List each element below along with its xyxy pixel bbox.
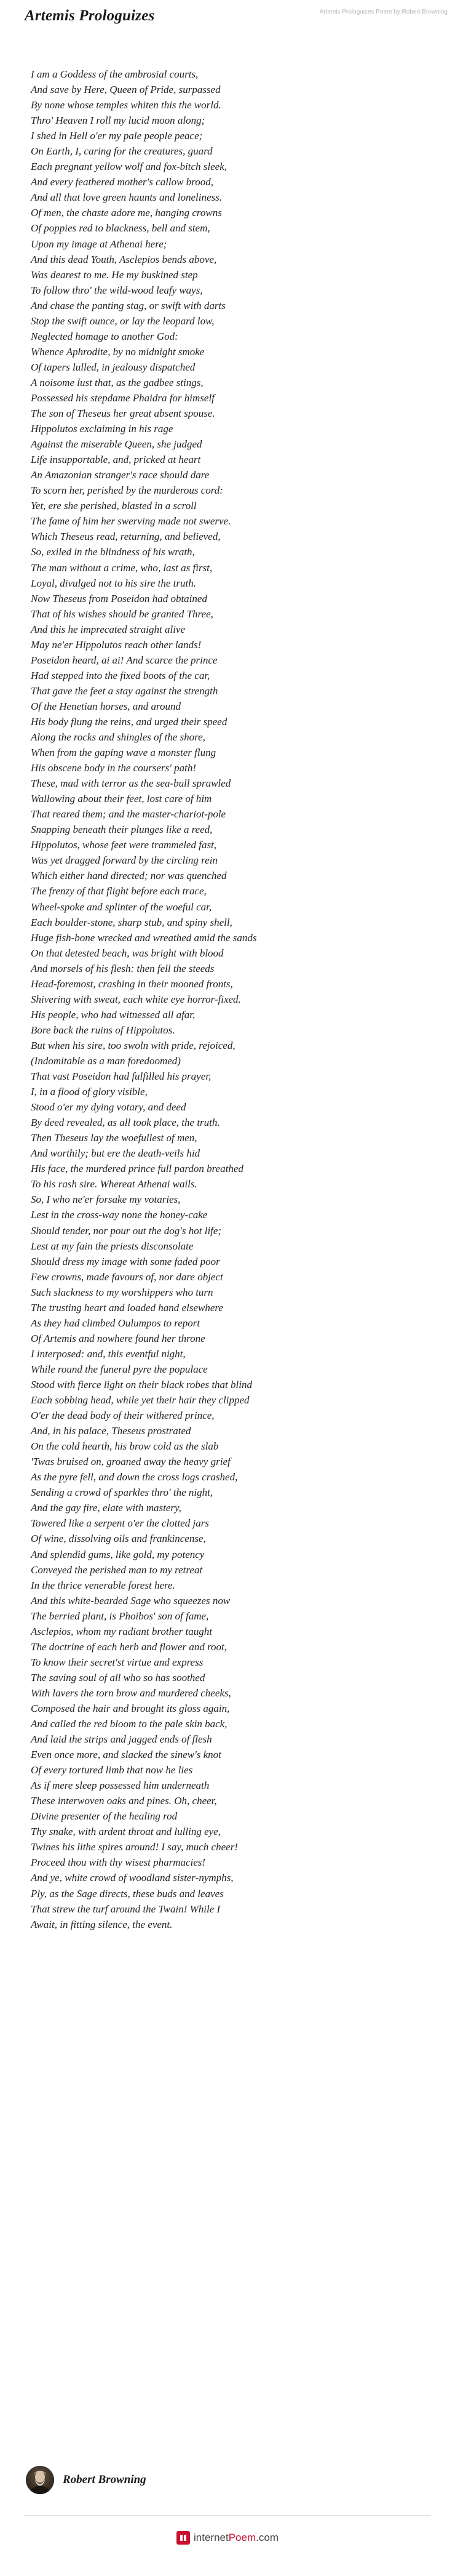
- poem-line: Along the rocks and shingles of the shore,: [31, 731, 205, 744]
- poem-line: Lest at my fain the priests disconsolate: [31, 1240, 194, 1252]
- poem-line: I interposed: and, this eventful night,: [31, 1347, 186, 1360]
- poem-line: Of wine, dissolving oils and frankincense,: [31, 1533, 206, 1545]
- poem-line: Which Theseus read, returning, and believed,: [31, 531, 221, 543]
- poem-line: Proceed thou with thy wisest pharmacies!: [31, 1856, 206, 1869]
- poem-line: Divine presenter of the healing rod: [31, 1810, 178, 1823]
- poem-line: Wheel-spoke and splinter of the woeful car,: [31, 901, 212, 913]
- poem-title: Artemis Prologuizes: [25, 7, 155, 24]
- poem-body: [31, 66, 437, 1932]
- poem-line: With lavers the torn brow and murdered cheeks,: [31, 1687, 231, 1699]
- poem-line: The saving soul of all who so has soothed: [31, 1671, 205, 1683]
- poem-line: Was yet dragged forward by the circling rein: [31, 854, 218, 867]
- poem-line: His people, who had witnessed all afar,: [31, 1008, 196, 1021]
- poem-line: Neglected homage to another God:: [31, 330, 178, 342]
- poem-line: As they had climbed Oulumpos to report: [31, 1317, 200, 1329]
- poem-line: His obscene body in the coursers' path!: [31, 762, 196, 774]
- poem-line: That strew the turf around the Twain! While I: [31, 1903, 221, 1915]
- poem-line: Stood with fierce light on their black robes that blind: [31, 1378, 252, 1390]
- poem-line: Was dearest to me. He my buskined step: [31, 268, 198, 281]
- poem-line: Stop the swift ounce, or lay the leopard low,: [31, 315, 215, 327]
- poem-line: Should tender, nor pour out the dog's hot life;: [31, 1224, 222, 1237]
- poem-line: Asclepios, whom my radiant brother taught: [31, 1625, 212, 1637]
- poem-line: When from the gaping wave a monster flung: [31, 747, 216, 759]
- poem-line: By none whose temples whiten this the world.: [31, 99, 221, 111]
- poem-line: A noisome lust that, as the gadbee stings,: [31, 376, 204, 388]
- poem-line: Thy snake, with ardent throat and lulling eye,: [31, 1826, 221, 1838]
- poem-line: Hippolutos exclaiming in his rage: [31, 423, 173, 435]
- poem-line: And save by Here, Queen of Pride, surpassed: [31, 84, 221, 96]
- poem-line: I, in a flood of glory visible,: [31, 1086, 148, 1098]
- poem-line: Then Theseus lay the woefullest of men,: [31, 1132, 197, 1144]
- poem-line: Such slackness to my worshippers who turn: [31, 1286, 213, 1298]
- poem-line: Sending a crowd of sparkles thro' the night,: [31, 1487, 213, 1499]
- poem-line: To scorn her, perished by the murderous cord:: [31, 484, 223, 497]
- poem-line: And chase the panting stag, or swift with darts: [31, 299, 226, 311]
- author-block[interactable]: [26, 2465, 146, 2495]
- poem-line: Should dress my image with some faded poor: [31, 1255, 220, 1267]
- poem-line: Each sobbing head, while yet their hair they clipped: [31, 1394, 250, 1406]
- poem-line: And, in his palace, Theseus prostrated: [31, 1425, 191, 1437]
- poem-line: Stood o'er my dying votary, and deed: [31, 1101, 186, 1113]
- poem-line: And laid the strips and jagged ends of flesh: [31, 1733, 212, 1746]
- poem-line: Loyal, divulged not to his sire the truth.: [31, 577, 196, 589]
- poem-line: (Indomitable as a man foredoomed): [31, 1055, 181, 1067]
- poem-line: These, mad with terror as the sea-bull sprawled: [31, 777, 231, 790]
- poem-line: But when his sire, too swoln with pride, rejoiced,: [31, 1039, 235, 1051]
- poem-line: Huge fish-bone wrecked and wreathed amid the sands: [31, 931, 257, 944]
- poem-line: And morsels of his flesh: then fell the steeds: [31, 962, 215, 974]
- poem-line: As if mere sleep possessed him underneath: [31, 1780, 210, 1792]
- poem-line: The son of Theseus her great absent spouse.: [31, 407, 215, 420]
- poem-line: Snapping beneath their plunges like a reed,: [31, 824, 213, 836]
- poem-line: Upon my image at Athenai here;: [31, 238, 167, 250]
- brand-prefix: internet: [194, 2532, 229, 2543]
- poem-line: Composed the hair and brought its gloss again,: [31, 1702, 230, 1714]
- poem-line: The doctrine of each herb and flower and root,: [31, 1640, 228, 1653]
- poem-line: Each pregnant yellow wolf and fox-bitch sleek,: [31, 161, 227, 173]
- poem-line: Shivering with sweat, each white eye horror-fixed.: [31, 993, 241, 1005]
- poem-line: On that detested beach, was bright with blood: [31, 947, 224, 959]
- poem-line: Bore back the ruins of Hippolutos.: [31, 1024, 175, 1036]
- poem-line: Yet, ere she perished, blasted in a scroll: [31, 500, 197, 512]
- poem-line: Of the Henetian horses, and around: [31, 700, 181, 712]
- poem-line: Now Theseus from Poseidon had obtained: [31, 592, 207, 604]
- poem-line: The berried plant, is Phoibos' son of fame,: [31, 1610, 209, 1622]
- poem-line: May ne'er Hippolutos reach other lands!: [31, 638, 202, 651]
- poem-line: The trusting heart and loaded hand elsewhere: [31, 1301, 223, 1314]
- brand-accent: Poem: [228, 2532, 256, 2543]
- poem-line: These interwoven oaks and pines. Oh, cheer,: [31, 1795, 217, 1807]
- site-brand[interactable]: [0, 2531, 455, 2545]
- poem-line: That reared them; and the master-chariot-pole: [31, 808, 226, 821]
- poem-line: And all that love green haunts and loneliness.: [31, 191, 222, 204]
- poem-line: Twines his lithe spires around! I say, much cheer!: [31, 1841, 238, 1853]
- poem-line: And every feathered mother's callow brood,: [31, 176, 213, 188]
- poem-line: To his rash sire. Whereat Athenai wails.: [31, 1178, 197, 1190]
- poem-line: And splendid gums, like gold, my potency: [31, 1548, 205, 1560]
- poem-line: I shed in Hell o'er my pale people peace;: [31, 130, 203, 142]
- poem-line: And this he imprecated straight alive: [31, 623, 186, 635]
- poem-line: Ply, as the Sage directs, these buds and leaves: [31, 1887, 224, 1900]
- poem-line: Of men, the chaste adore me, hanging crowns: [31, 207, 222, 219]
- poem-line: Life insupportable, and, pricked at heart: [31, 454, 201, 466]
- poem-line: Lest in the cross-way none the honey-cake: [31, 1209, 208, 1221]
- author-avatar[interactable]: [26, 2466, 54, 2494]
- poem-line: As the pyre fell, and down the cross logs crashed,: [31, 1471, 238, 1483]
- poem-line: And called the red bloom to the pale skin back,: [31, 1718, 228, 1730]
- poem-line: By deed revealed, as all took place, the truth.: [31, 1117, 220, 1129]
- poem-line: On Earth, I, caring for the creatures, guard: [31, 145, 213, 158]
- poem-line: So, exiled in the blindness of his wrath,: [31, 546, 195, 558]
- poem-line: Each boulder-stone, sharp stub, and spiny shell,: [31, 916, 232, 928]
- poem-line: And the gay fire, elate with mastery,: [31, 1502, 181, 1514]
- poem-line: That of his wishes should be granted Three,: [31, 608, 213, 620]
- poem-line: In the thrice venerable forest here.: [31, 1579, 175, 1591]
- brand-text[interactable]: [194, 2532, 279, 2544]
- footer-divider: [25, 2515, 430, 2516]
- book-logo-icon: [176, 2531, 190, 2545]
- poem-credit: Artemis Prologuizes Poem by Robert Browning: [319, 9, 448, 15]
- poem-line: Wallowing about their feet, lost care of him: [31, 793, 212, 805]
- poem-line: Which either hand directed; nor was quenched: [31, 870, 227, 882]
- poem-line: Of every tortured limb that now he lies: [31, 1764, 193, 1776]
- author-portrait-icon: [26, 2466, 54, 2494]
- poem-line: While round the funeral pyre the populace: [31, 1363, 208, 1375]
- poem-line: And ye, white crowd of woodland sister-nymphs,: [31, 1872, 234, 1884]
- poem-line: Of Artemis and nowhere found her throne: [31, 1332, 205, 1344]
- poem-line: And worthily; but ere the death-veils hid: [31, 1147, 200, 1160]
- poem-line: His body flung the reins, and urged their speed: [31, 715, 228, 728]
- poem-line: The fame of him her swerving made not swerve.: [31, 515, 231, 528]
- poem-line: The frenzy of that flight before each trace,: [31, 885, 207, 897]
- poem-line: I am a Goddess of the ambrosial courts,: [31, 68, 199, 80]
- poem-line: Await, in fitting silence, the event.: [31, 1918, 173, 1930]
- poem-line: Had stepped into the fixed boots of the car,: [31, 669, 210, 681]
- author-name[interactable]: Robert Browning: [63, 2473, 146, 2486]
- poem-line: Whence Aphrodite, by no midnight smoke: [31, 345, 205, 358]
- poem-line: Few crowns, made favours of, nor dare object: [31, 1270, 223, 1283]
- poem-line: Hippolutos, whose feet were trammeled fast,: [31, 839, 217, 851]
- poem-line: And this dead Youth, Asclepios bends above,: [31, 253, 217, 265]
- poem-line: Even once more, and slacked the sinew's knot: [31, 1749, 221, 1761]
- poem-line: Of tapers lulled, in jealousy dispatched: [31, 361, 196, 373]
- poem-line: Thro' Heaven I roll my lucid moon along;: [31, 114, 205, 127]
- poem-line: To know their secret'st virtue and express: [31, 1656, 204, 1668]
- poem-line: His face, the murdered prince full pardon breathed: [31, 1163, 243, 1175]
- poem-line: O'er the dead body of their withered prince,: [31, 1410, 215, 1422]
- poem-line: On the cold hearth, his brow cold as the slab: [31, 1440, 219, 1453]
- poem-line: To follow thro' the wild-wood leafy ways,: [31, 284, 203, 296]
- poem-line: The man without a crime, who, last as first,: [31, 561, 213, 574]
- poem-line: Poseidon heard, ai ai! And scarce the prince: [31, 654, 218, 666]
- poem-line: An Amazonian stranger's race should dare: [31, 469, 210, 481]
- poem-line: And this white-bearded Sage who squeezes now: [31, 1594, 231, 1607]
- poem-line: 'Twas bruised on, groaned away the heavy grief: [31, 1456, 231, 1468]
- poem-line: Against the miserable Queen, she judged: [31, 438, 202, 451]
- poem-line: Possessed his stepdame Phaidra for himself: [31, 391, 215, 404]
- brand-suffix: .com: [256, 2532, 279, 2543]
- poem-line: Head-foremost, crashing in their mooned fronts,: [31, 977, 233, 990]
- poem-line: Of poppies red to blackness, bell and stem,: [31, 222, 210, 235]
- poem-line: Towered like a serpent o'er the clotted jars: [31, 1517, 209, 1530]
- poem-line: That vast Poseidon had fulfilled his prayer,: [31, 1070, 212, 1083]
- poem-line: So, I who ne'er forsake my votaries,: [31, 1194, 181, 1206]
- poem-line: That gave the feet a stay against the strength: [31, 684, 218, 697]
- poem-line: Conveyed the perished man to my retreat: [31, 1563, 203, 1576]
